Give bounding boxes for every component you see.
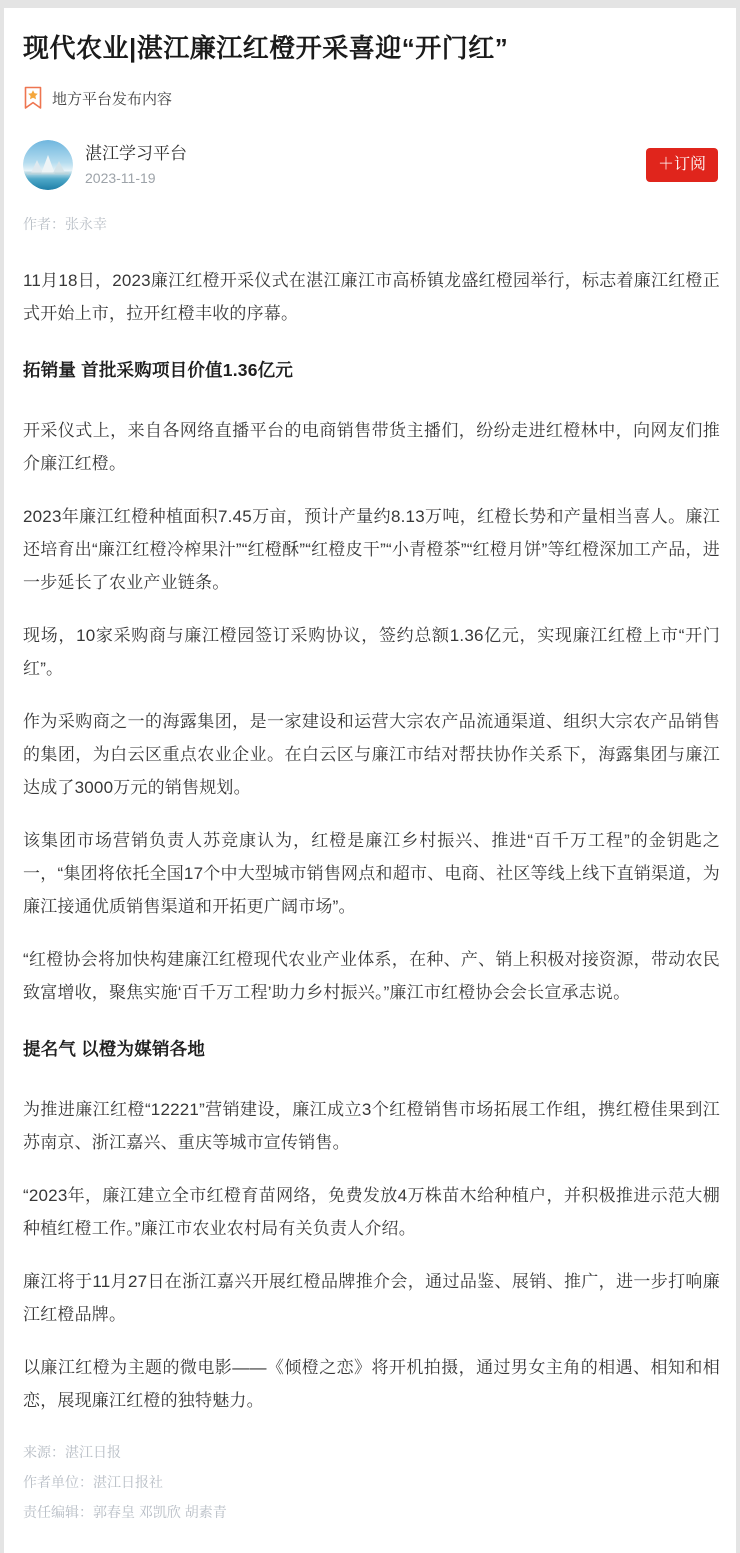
article-footer (23, 1437, 720, 1527)
publisher-row (23, 140, 720, 190)
page-background (0, 8, 740, 1553)
article-body (23, 264, 720, 1417)
author-line: 作者：张永幸 (23, 216, 107, 232)
publisher-name[interactable]: 湛江学习平台 (85, 143, 187, 163)
editors-line: 责任编辑：郭春皇 邓凯欣 胡素青 (23, 1504, 227, 1520)
source-line: 来源：湛江日报 (23, 1444, 121, 1460)
bookmark-star-icon (23, 86, 43, 110)
article-paragraph: 开采仪式上，来自各网络直播平台的电商销售带货主播们，纷纷走进红橙林中，向网友们推介廉江红橙。 (23, 421, 720, 473)
publish-date: 2023-11-19 (85, 169, 156, 186)
article-paragraph: 作为采购商之一的海露集团，是一家建设和运营大宗农产品流通渠道、组织大宗农产品销售的集团，为白云区重点农业企业。在白云区与廉江市结对帮扶协作关系下，海露集团与廉江达成了3000万元的销售规划。 (23, 712, 720, 797)
content-tag (23, 86, 720, 110)
article-paragraph: 2023年廉江红橙种植面积7.45万亩，预计产量约8.13万吨，红橙长势和产量相当喜人。廉江还培育出“廉江红橙冷榨果汁”“红橙酥”“红橙皮干”“小青橙茶”“红橙月饼”等红橙深加工产品，进一步延长了农业产业链条。 (23, 507, 720, 592)
article-paragraph: 廉江将于11月27日在浙江嘉兴开展红橙品牌推介会，通过品鉴、展销、推广，进一步打响廉江红橙品牌。 (23, 1272, 720, 1324)
section-heading: 提名气 以橙为媒销各地 (23, 1039, 206, 1059)
author-org-line: 作者单位：湛江日报社 (23, 1474, 163, 1490)
subscribe-button[interactable]: ＋订阅 (646, 148, 718, 182)
publisher-avatar[interactable] (23, 140, 73, 190)
article-paragraph: 以廉江红橙为主题的微电影——《倾橙之恋》将开机拍摄，通过男女主角的相遇、相知和相恋，展现廉江红橙的独特魅力。 (23, 1358, 720, 1410)
article-paragraph: “2023年，廉江建立全市红橙育苗网络，免费发放4万株苗木给种植户，并积极推进示范大棚种植红橙工作。”廉江市农业农村局有关负责人介绍。 (23, 1186, 720, 1238)
article-card (4, 8, 736, 1553)
section-heading: 拓销量 首批采购项目价值1.36亿元 (23, 360, 294, 380)
article-paragraph: 现场，10家采购商与廉江橙园签订采购协议，签约总额1.36亿元，实现廉江红橙上市“开门红”。 (23, 626, 720, 678)
article-paragraph: 该集团市场营销负责人苏竞康认为，红橙是廉江乡村振兴、推进“百千万工程”的金钥匙之一，“集团将依托全国17个中大型城市销售网点和超市、电商、社区等线上线下直销渠道，为廉江接通优质销售渠道和开拓更广阔市场”。 (23, 831, 720, 916)
publisher-meta (85, 143, 187, 188)
article-paragraph: 为推进廉江红橙“12221”营销建设，廉江成立3个红橙销售市场拓展工作组，携红橙佳果到江苏南京、浙江嘉兴、重庆等城市宣传销售。 (23, 1100, 720, 1152)
page-title: 现代农业|湛江廉江红橙开采喜迎“开门红” (23, 33, 509, 63)
article-paragraph: “红橙协会将加快构建廉江红橙现代农业产业体系，在种、产、销上积极对接资源，带动农民致富增收，聚焦实施‘百千万工程’助力乡村振兴。”廉江市红橙协会会长宣承志说。 (23, 950, 720, 1002)
article-paragraph: 11月18日，2023廉江红橙开采仪式在湛江廉江市高桥镇龙盛红橙园举行，标志着廉江红橙正式开始上市，拉开红橙丰收的序幕。 (23, 271, 720, 323)
tag-label: 地方平台发布内容 (52, 90, 173, 108)
